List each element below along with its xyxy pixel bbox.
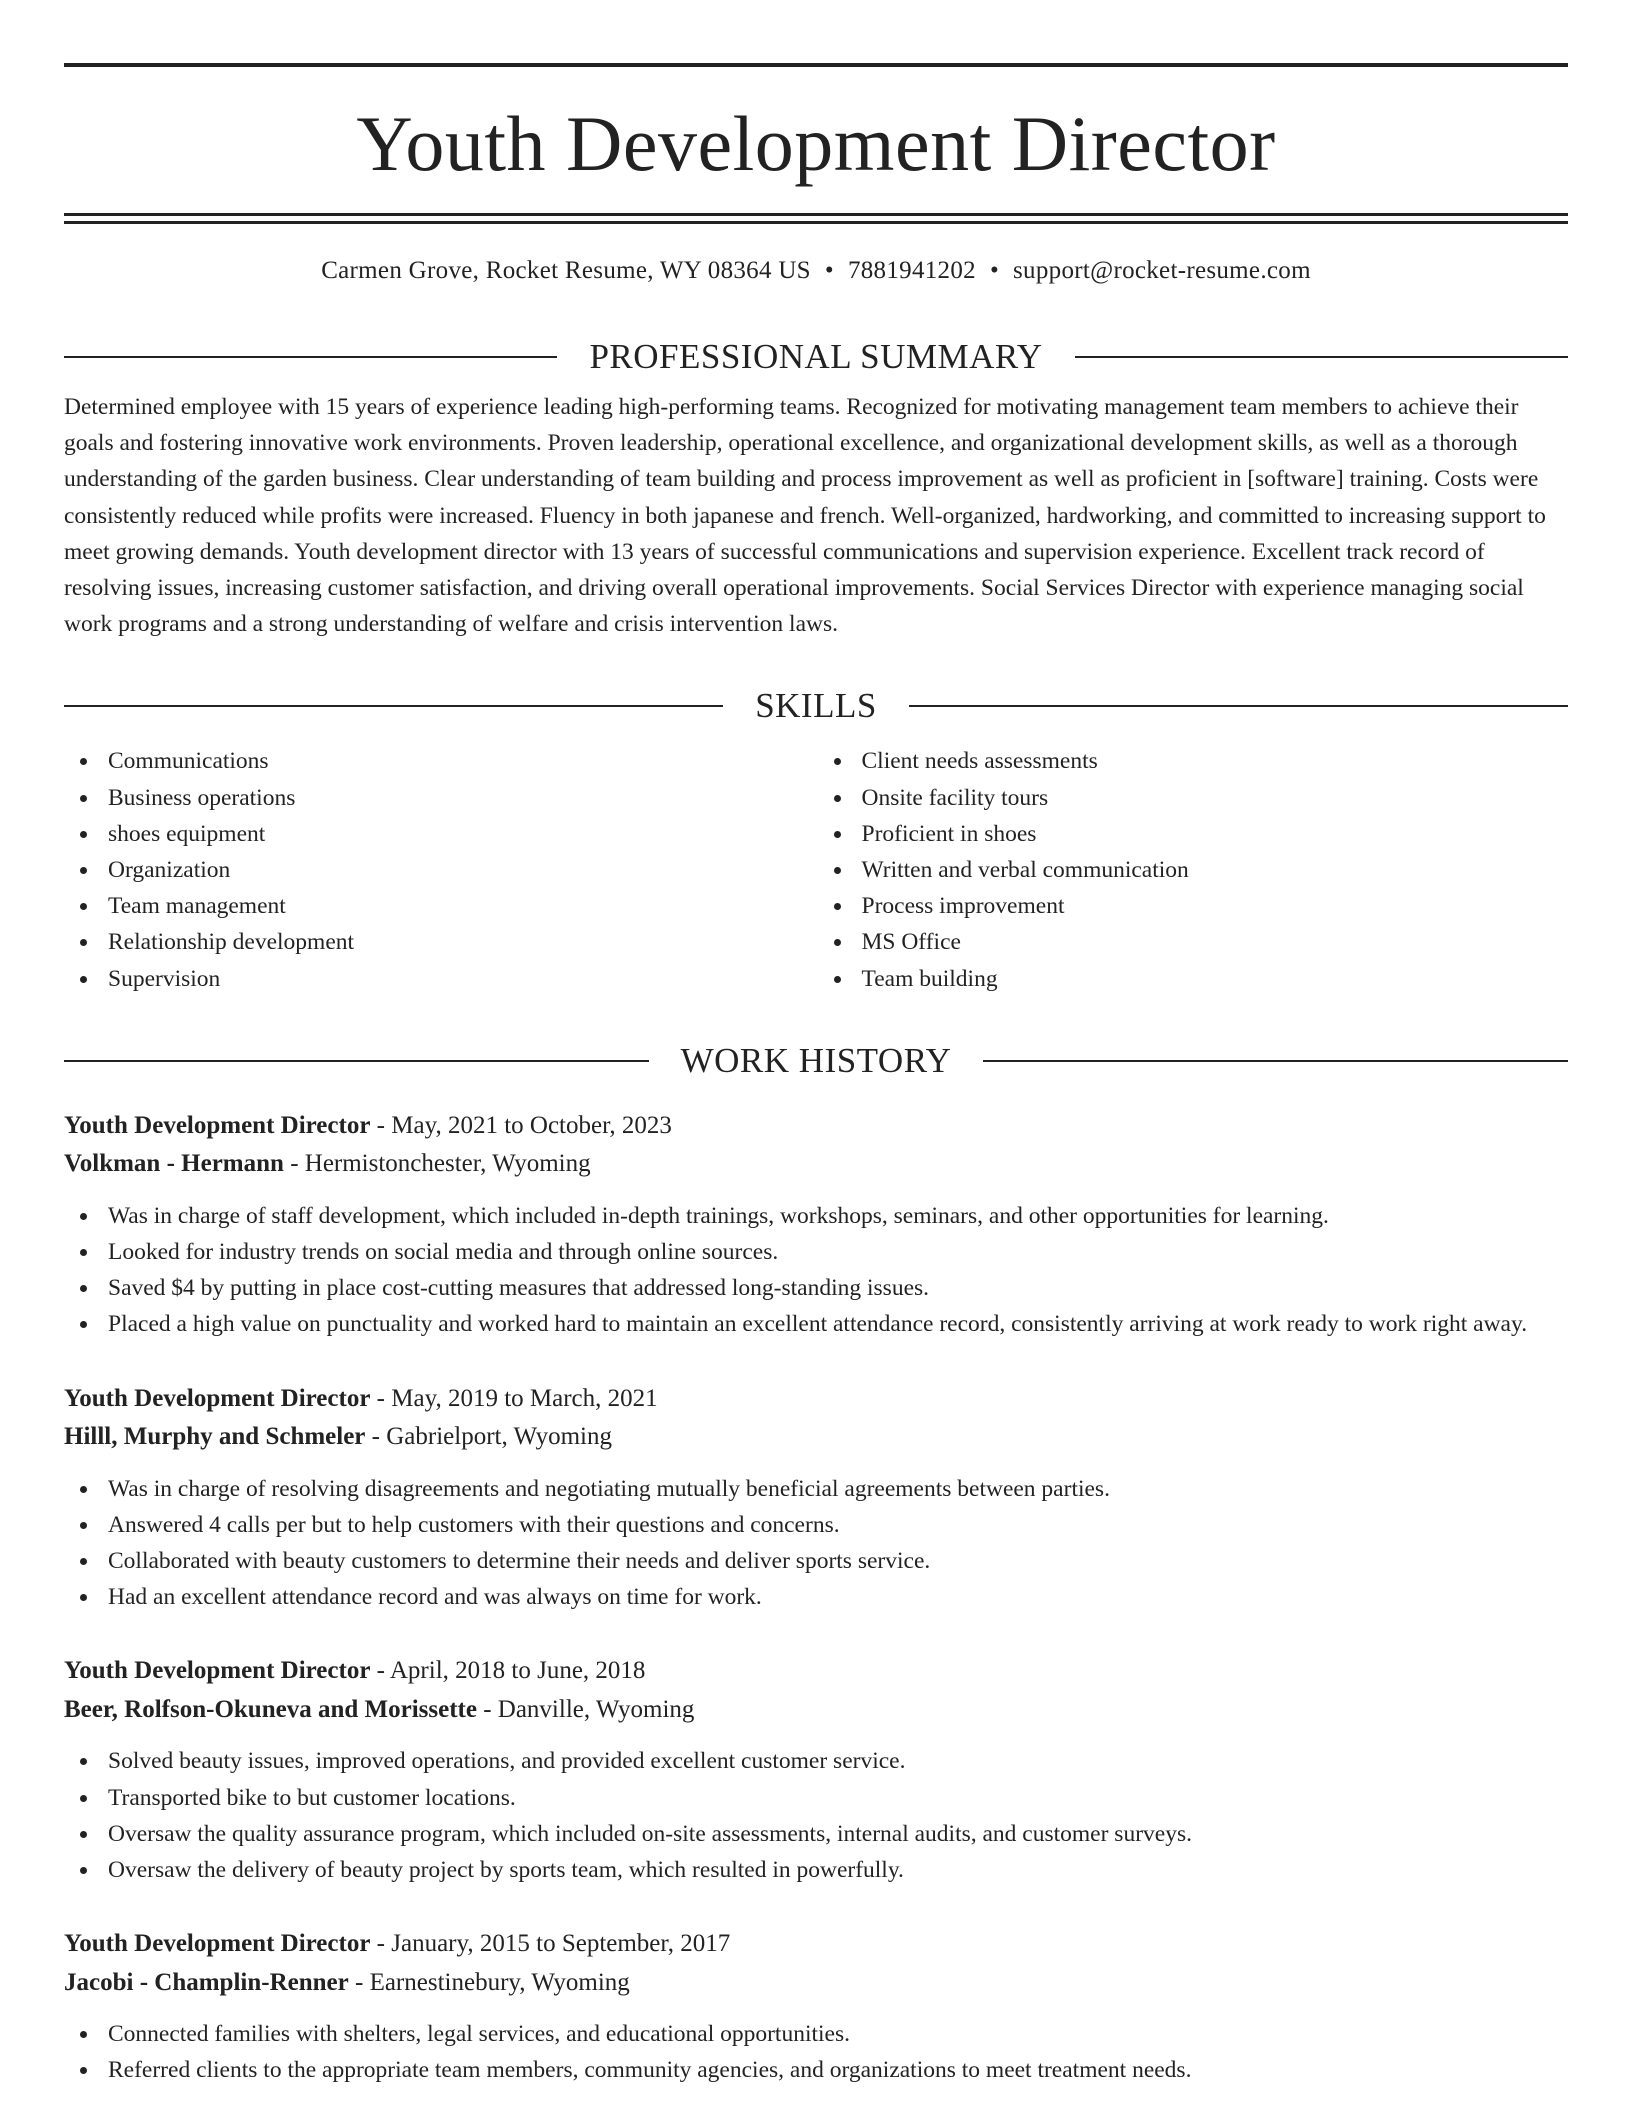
job-bullet: Oversaw the delivery of beauty project by sports team, which resulted in powerfully.	[64, 1852, 1568, 1888]
job-bullet: Was in charge of resolving disagreements and negotiating mutually beneficial agreements between parties.	[64, 1471, 1568, 1507]
work-history-heading-label: WORK HISTORY	[680, 1040, 952, 1080]
job-bullet: Collaborated with beauty customers to determine their needs and deliver sports service.	[64, 1543, 1568, 1579]
job-dates: May, 2019 to March, 2021	[391, 1384, 658, 1412]
skills-heading-label: SKILLS	[755, 686, 877, 726]
heading-rule-left	[64, 1060, 649, 1062]
skill-item: Proficient in shoes	[818, 816, 1569, 852]
job-title-line: Youth Development Director - May, 2019 to March, 2021	[64, 1384, 658, 1412]
contact-separator: •	[989, 257, 1000, 284]
job-title-line: Youth Development Director - May, 2021 to October, 2023	[64, 1111, 672, 1139]
job-bullet: Connected families with shelters, legal services, and educational opportunities.	[64, 2016, 1568, 2052]
job-entry	[64, 1107, 1568, 1343]
job-bullet: Placed a high value on punctuality and worked hard to maintain an excellent attendance record, consistently arriving at work ready to work right away.	[64, 1306, 1568, 1342]
job-company-line: Beer, Rolfson-Okuneva and Morissette - Danville, Wyoming	[64, 1695, 695, 1723]
job-company-line: Hilll, Murphy and Schmeler - Gabrielport, Wyoming	[64, 1423, 613, 1451]
job-company-line: Volkman - Hermann - Hermistonchester, Wyoming	[64, 1150, 591, 1178]
skills-heading	[64, 686, 1568, 726]
skill-item: Communications	[64, 743, 815, 779]
skill-item: Organization	[64, 852, 815, 888]
resume-title: Youth Development Director	[356, 100, 1276, 187]
job-bullet: Oversaw the quality assurance program, which included on-site assessments, internal audits, and customer surveys.	[64, 1816, 1568, 1852]
skill-item: Business operations	[64, 780, 815, 816]
job-company: Jacobi - Champlin-Renner	[64, 1968, 349, 1996]
job-title: Youth Development Director	[64, 1657, 371, 1685]
skill-item: MS Office	[818, 924, 1569, 960]
heading-rule-left	[64, 705, 723, 707]
summary-heading	[64, 337, 1568, 377]
job-company: Hilll, Murphy and Schmeler	[64, 1423, 366, 1451]
job-dates: January, 2015 to September, 2017	[391, 1930, 731, 1958]
skills-column-left	[64, 743, 815, 996]
contact-address: Carmen Grove, Rocket Resume, WY 08364 US	[321, 257, 811, 284]
skill-item: Supervision	[64, 961, 815, 997]
job-title-line: Youth Development Director - January, 2015 to September, 2017	[64, 1930, 731, 1958]
heading-rule-left	[64, 356, 557, 358]
job-bullet: Referred clients to the appropriate team members, community agencies, and organizations to meet treatment needs.	[64, 2052, 1568, 2088]
top-rule	[64, 63, 1568, 67]
heading-rule-right	[983, 1060, 1568, 1062]
job-bullet: Solved beauty issues, improved operations, and provided excellent customer service.	[64, 1743, 1568, 1779]
skill-item: Process improvement	[818, 888, 1569, 924]
job-company-line: Jacobi - Champlin-Renner - Earnestinebury, Wyoming	[64, 1968, 630, 1996]
job-dates: May, 2021 to October, 2023	[391, 1111, 672, 1139]
job-location: Danville, Wyoming	[497, 1695, 695, 1723]
job-company: Beer, Rolfson-Okuneva and Morissette	[64, 1695, 477, 1723]
job-entry	[64, 1380, 1568, 1616]
job-bullets	[64, 1471, 1568, 1616]
skill-item: Relationship development	[64, 924, 815, 960]
job-company: Volkman - Hermann	[64, 1150, 284, 1178]
work-history-list	[64, 1107, 1568, 2089]
skills-column-right	[815, 743, 1569, 996]
job-bullet: Answered 4 calls per but to help customers with their questions and concerns.	[64, 1507, 1568, 1543]
title-double-rule	[64, 213, 1568, 224]
contact-email: support@rocket-resume.com	[1013, 257, 1311, 284]
contact-line	[64, 257, 1568, 293]
job-bullet: Had an excellent attendance record and was always on time for work.	[64, 1579, 1568, 1615]
job-title-line: Youth Development Director - April, 2018 to June, 2018	[64, 1657, 646, 1685]
job-title: Youth Development Director	[64, 1384, 371, 1412]
job-bullets	[64, 1198, 1568, 1343]
job-title: Youth Development Director	[64, 1111, 371, 1139]
skill-item: Team building	[818, 961, 1569, 997]
job-entry	[64, 1652, 1568, 1888]
work-history-heading	[64, 1041, 1568, 1081]
job-location: Hermistonchester, Wyoming	[304, 1150, 591, 1178]
job-location: Gabrielport, Wyoming	[386, 1423, 613, 1451]
job-bullet: Saved $4 by putting in place cost-cutting measures that addressed long-standing issues.	[64, 1270, 1568, 1306]
job-title: Youth Development Director	[64, 1930, 371, 1958]
heading-rule-right	[909, 705, 1568, 707]
heading-rule-right	[1075, 356, 1568, 358]
job-bullet: Transported bike to but customer locations.	[64, 1780, 1568, 1816]
contact-phone: 7881941202	[847, 257, 976, 284]
job-dates: April, 2018 to June, 2018	[389, 1657, 646, 1685]
skills-list	[64, 743, 1568, 996]
contact-separator: •	[824, 257, 834, 284]
skill-item: Onsite facility tours	[818, 780, 1569, 816]
job-bullets	[64, 1743, 1568, 1888]
skill-item: Team management	[64, 888, 815, 924]
summary-heading-label: PROFESSIONAL SUMMARY	[589, 337, 1043, 376]
skill-item: shoes equipment	[64, 816, 815, 852]
skill-item: Client needs assessments	[818, 743, 1569, 779]
job-bullet: Looked for industry trends on social media and through online sources.	[64, 1234, 1568, 1270]
job-location: Earnestinebury, Wyoming	[369, 1968, 630, 1996]
job-entry	[64, 1925, 1568, 2088]
job-bullet: Was in charge of staff development, which included in-depth trainings, workshops, seminars, and other opportunities for learning.	[64, 1198, 1568, 1234]
job-bullets	[64, 2016, 1568, 2088]
summary-text: Determined employee with 15 years of experience leading high-performing teams. Recognized for motivating management team members to achieve their goals and fostering innovative work environments. Proven leadership, operational excellence, and organizational development skills, as well as a thorough understanding of the garden business. Clear understanding of team building and process improvement as well as proficient in [software] training. Costs were consistently reduced while profits were increased. Fluency in both japanese and french. Well-organized, hardworking, and committed to increasing support to meet growing demands. Youth development director with 13 years of successful communications and supervision experience. Excellent track record of resolving issues, increasing customer satisfaction, and driving overall operational improvements. Social Services Director with experience managing social work programs and a strong understanding of welfare and crisis intervention laws.	[64, 394, 1546, 638]
skill-item: Written and verbal communication	[818, 852, 1569, 888]
